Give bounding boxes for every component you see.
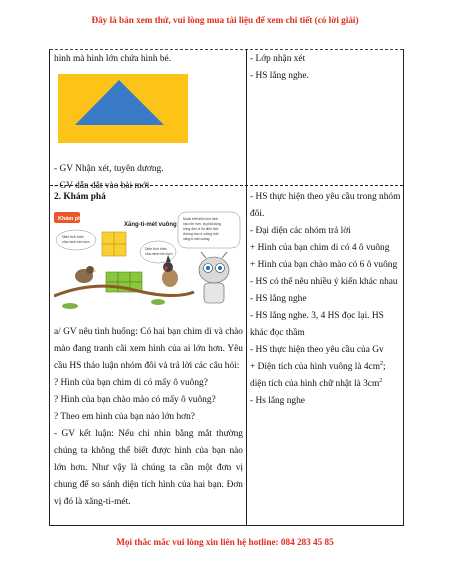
square-area-text: + Diện tích của hình vuông là 4cm bbox=[250, 362, 380, 372]
svg-text:nào lớn hơn, ta phải dùng: nào lớn hơn, ta phải dùng bbox=[183, 222, 221, 226]
svg-text:Muốn biết diện tích hình: Muốn biết diện tích hình bbox=[183, 217, 219, 221]
top-banner: Đây là bản xem thử, vui lòng mua tài liệu để xem chi tiết (có lời giải) bbox=[91, 15, 359, 25]
question-2: ? Hình của bạn chào mào có mấy ô vuông? bbox=[54, 395, 216, 405]
square-area-semicolon: ; bbox=[383, 362, 386, 372]
svg-text:cùng đơn vị đo diện tích:: cùng đơn vị đo diện tích: bbox=[183, 227, 220, 231]
student-line-4: + Hình của bạn chào mào có 6 ô vuông bbox=[250, 260, 398, 270]
conclusion-paragraph: - GV kết luận: Nếu chỉ nhìn bằng mắt thường chúng ta không thể biết được hình của bạn nào lớn hơn. Như vậy là chúng ta cần một đơn vị chung để so sánh diện tích hình của hai bạn. Đơn vị đó là xăng-ti-mét. bbox=[54, 429, 243, 507]
row1-right-line1: - Lớp nhận xét bbox=[250, 54, 306, 64]
row1-left-line3: - GV dẫn dắt vào bài mới bbox=[54, 181, 150, 191]
leaf-icon bbox=[151, 299, 165, 305]
svg-text:đường tròn ô vuông một: đường tròn ô vuông một bbox=[183, 232, 219, 236]
section-heading: 2. Khám phá bbox=[54, 192, 106, 202]
left-bubble-text: Diện tích hình bbox=[62, 235, 84, 239]
question-3: ? Theo em hình của bạn nào lớn hơn? bbox=[54, 412, 195, 422]
leaf-icon bbox=[62, 303, 78, 309]
row1-teacher-cell bbox=[54, 51, 242, 195]
badge-label: Khám phá bbox=[58, 216, 85, 222]
rectangle-area-exponent: 2 bbox=[379, 377, 383, 384]
student-line-9 bbox=[250, 359, 402, 376]
bird-chim-di-icon bbox=[75, 266, 97, 283]
lesson-table bbox=[49, 49, 404, 526]
student-line-1: - HS thực hiện theo yêu cầu trong nhóm đôi. bbox=[250, 192, 401, 219]
svg-text:xăng-ti-mét vuông.: xăng-ti-mét vuông. bbox=[183, 237, 211, 241]
row2-student-cell bbox=[250, 189, 402, 410]
student-line-11: - Hs lắng nghe bbox=[250, 396, 305, 406]
svg-text:của mình lớn hơn: của mình lớn hơn bbox=[145, 252, 173, 256]
student-line-6: - HS lắng nghe bbox=[250, 294, 307, 304]
illustration-svg bbox=[54, 210, 243, 322]
rectangle-area-text: diện tích của hình chữ nhật là 3cm bbox=[250, 379, 380, 389]
situation-paragraph: a/ GV nêu tình huống: Có hai bạn chim di và chào mào đang tranh cãi xem hình của ai lớn hơn. Yêu cầu HS thảo luận nhóm đôi và trả lời các câu hỏi: bbox=[54, 327, 243, 371]
column-divider bbox=[246, 49, 247, 525]
student-line-10 bbox=[250, 376, 402, 393]
student-line-5: - HS có thể nêu nhiều ý kiến khác nhau bbox=[250, 277, 398, 287]
blue-triangle-figure bbox=[58, 74, 188, 143]
square-area-exponent: 2 bbox=[380, 360, 383, 367]
textbook-illustration bbox=[54, 210, 243, 322]
yellow-rectangle-figure bbox=[58, 74, 188, 143]
yellow-square-grid bbox=[102, 232, 126, 256]
row1-right-line2: - HS lắng nghe. bbox=[250, 71, 309, 81]
svg-text:của mình lớn hơn: của mình lớn hơn bbox=[62, 240, 90, 244]
student-line-8: - HS thực hiện theo yêu cầu của Gv bbox=[250, 345, 384, 355]
question-1: ? Hình của bạn chim di có mấy ô vuông? bbox=[54, 378, 208, 388]
row2-teacher-cell bbox=[54, 189, 243, 511]
row1-student-cell bbox=[250, 51, 400, 85]
illustration-title: Xăng-ti-mét vuông bbox=[124, 222, 177, 228]
robot-character-icon bbox=[199, 252, 229, 303]
table-top-rule bbox=[50, 49, 403, 50]
svg-text:Diện tích hình: Diện tích hình bbox=[145, 247, 167, 251]
row1-left-line1: hình mà hình lớn chứa hình bé. bbox=[54, 54, 172, 64]
bottom-banner: Mọi thắc mắc vui lòng xin liên hệ hotline: 084 283 45 85 bbox=[116, 537, 334, 547]
blue-triangle bbox=[75, 80, 164, 125]
row1-left-line2: - GV Nhận xét, tuyên dương. bbox=[54, 164, 164, 174]
student-line-2: - Đại diện các nhóm trả lời bbox=[250, 226, 351, 236]
student-line-3: + Hình của bạn chim di có 4 ô vuông bbox=[250, 243, 390, 253]
student-line-7: - HS lắng nghe. 3, 4 HS đọc lại. HS khác đọc thầm bbox=[250, 311, 384, 338]
